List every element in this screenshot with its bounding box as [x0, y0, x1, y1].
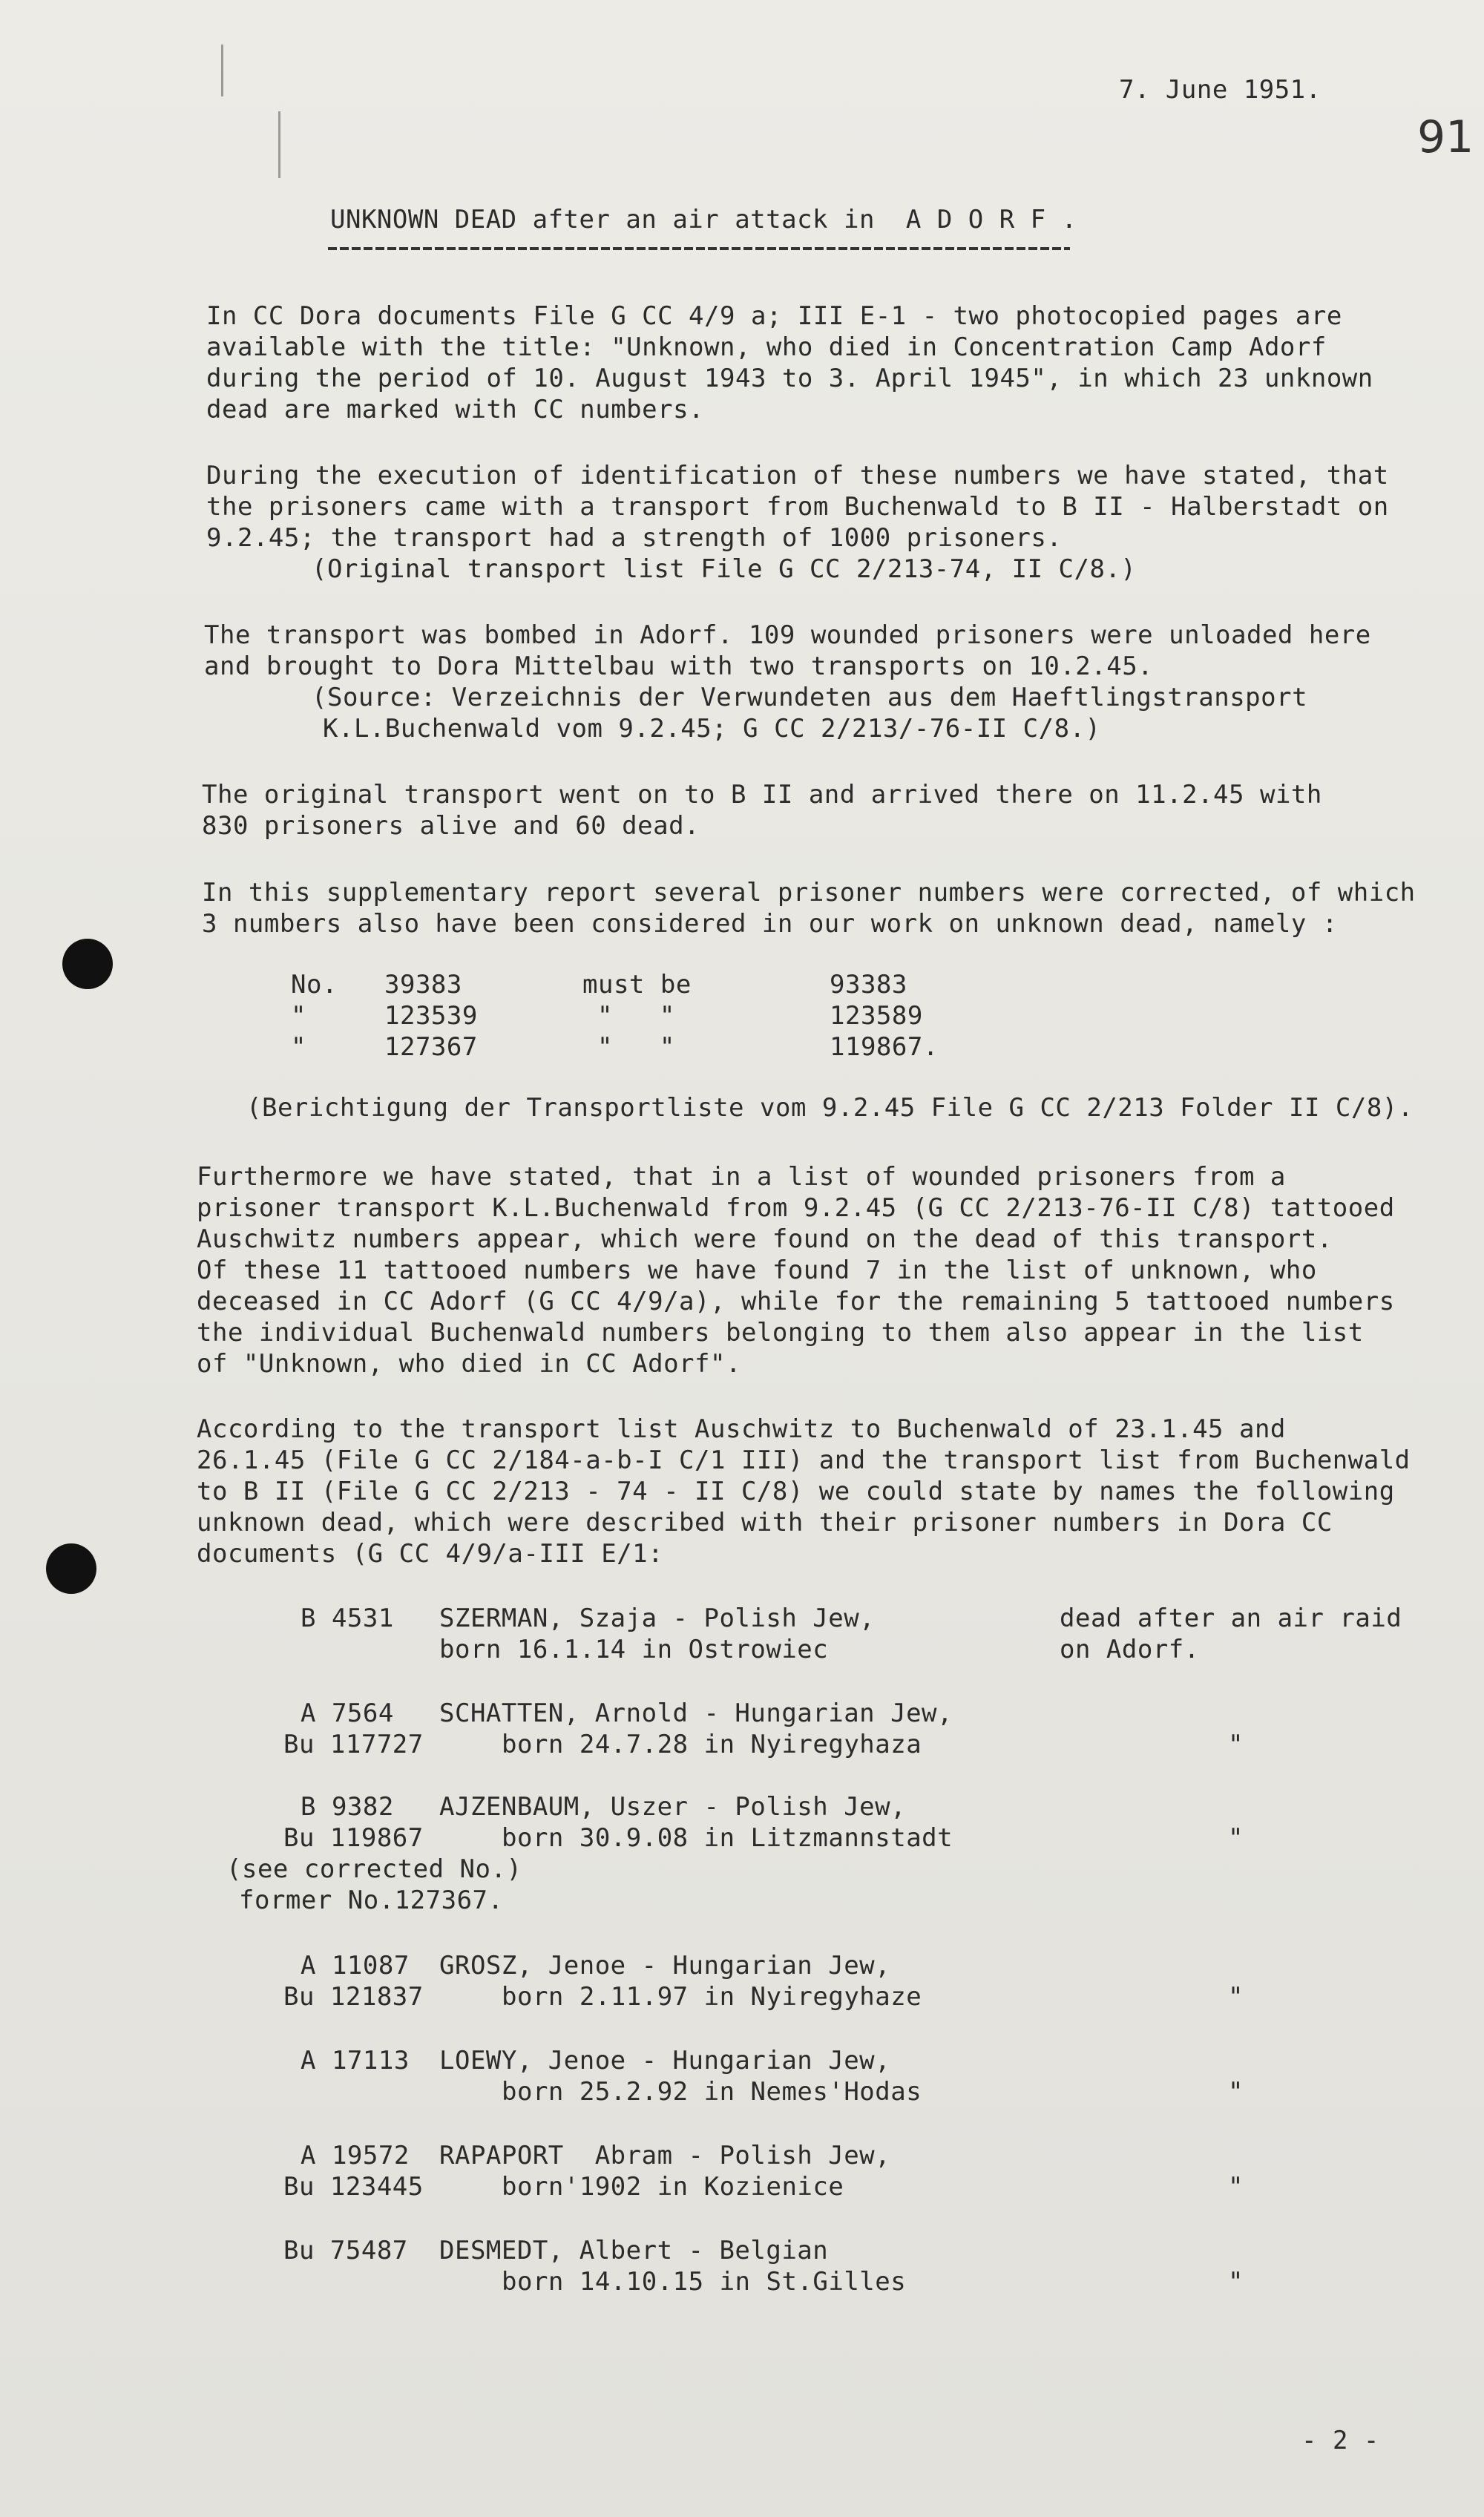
correction-from: 127367 — [384, 1032, 478, 1062]
entry-born: born 24.7.28 in Nyiregyhaza — [502, 1730, 922, 1759]
entry-status: dead after an air raid — [1060, 1604, 1402, 1633]
paragraph-line: dead are marked with CC numbers. — [206, 395, 705, 424]
entry-status: " — [1228, 2172, 1244, 2202]
entry-number-secondary: Bu 119867 — [283, 1823, 424, 1853]
binding-mark — [221, 45, 223, 96]
entry-name: GROSZ, Jenoe - Hungarian Jew, — [439, 1951, 891, 1981]
entry-name: AJZENBAUM, Uszer - Polish Jew, — [439, 1792, 907, 1822]
paragraph-line: the prisoners came with a transport from Buchenwald to B II - Halberstadt on — [206, 492, 1389, 522]
paragraph-line: In this supplementary report several prisoner numbers were corrected, of which — [202, 878, 1416, 908]
correction-must: must be — [582, 970, 692, 1000]
paragraph-line: to B II (File G CC 2/213 - 74 - II C/8) we could state by names the following — [197, 1477, 1395, 1506]
archive-page-number: 91 — [1417, 111, 1474, 163]
entry-number-secondary: Bu 123445 — [283, 2172, 424, 2202]
entry-number: B 4531 — [301, 1604, 394, 1633]
paragraph-line: 26.1.45 (File G CC 2/184-a-b-I C/1 III) and the transport list from Buchenwald — [197, 1445, 1411, 1475]
paragraph-line: During the execution of identification of these numbers we have stated, that — [206, 461, 1389, 490]
entry-note: former No.127367. — [239, 1886, 504, 1915]
correction-source-note: (Berichtigung der Transportliste vom 9.2.45 File G CC 2/213 Folder II C/8). — [246, 1093, 1414, 1123]
punch-hole-top — [62, 939, 113, 989]
entry-number-secondary: Bu 117727 — [283, 1730, 424, 1759]
entry-number: A 17113 — [301, 2046, 410, 2075]
entry-born: born 30.9.08 in Litzmannstadt — [502, 1823, 953, 1853]
entry-name: LOEWY, Jenoe - Hungarian Jew, — [439, 2046, 891, 2075]
paragraph-line: documents (G CC 4/9/a-III E/1: — [197, 1539, 664, 1569]
entry-number: B 9382 — [301, 1792, 394, 1822]
paragraph-line: Furthermore we have stated, that in a list of wounded prisoners from a — [197, 1162, 1286, 1192]
entry-number: A 19572 — [301, 2141, 410, 2170]
entry-born: born 2.11.97 in Nyiregyhaze — [502, 1982, 922, 2012]
entry-status: " — [1228, 2077, 1244, 2107]
paragraph-line: Of these 11 tattooed numbers we have found 7 in the list of unknown, who — [197, 1256, 1317, 1285]
paragraph-line: and brought to Dora Mittelbau with two transports on 10.2.45. — [204, 652, 1154, 681]
paragraph-line: prisoner transport K.L.Buchenwald from 9.2.45 (G CC 2/213-76-II C/8) tattooed — [197, 1193, 1395, 1223]
entry-number: A 7564 — [301, 1699, 394, 1728]
entry-born: born'1902 in Kozienice — [502, 2172, 844, 2202]
paragraph-line: 830 prisoners alive and 60 dead. — [202, 811, 700, 841]
paragraph-line: during the period of 10. August 1943 to 3. April 1945", in which 23 unknown — [206, 364, 1373, 393]
entry-name: DESMEDT, Albert - Belgian — [439, 2236, 829, 2265]
correction-from: 123539 — [384, 1001, 478, 1031]
correction-must: " " — [597, 1001, 675, 1031]
correction-prefix: No. — [291, 970, 338, 1000]
entry-status: on Adorf. — [1060, 1635, 1200, 1664]
entry-status: " — [1228, 1982, 1244, 2012]
paragraph-line: Auschwitz numbers appear, which were found on the dead of this transport. — [197, 1224, 1333, 1254]
correction-to: 123589 — [830, 1001, 923, 1031]
document-date: 7. June 1951. — [1119, 75, 1322, 105]
entry-name: SCHATTEN, Arnold - Hungarian Jew, — [439, 1699, 953, 1728]
entry-born: born 16.1.14 in Ostrowiec — [439, 1635, 829, 1664]
correction-to: 119867. — [830, 1032, 939, 1062]
paragraph-line: of "Unknown, who died in CC Adorf". — [197, 1349, 741, 1379]
correction-prefix: " — [291, 1032, 306, 1062]
paragraph-line: deceased in CC Adorf (G CC 4/9/a), while for the remaining 5 tattooed numbers — [197, 1287, 1395, 1316]
entry-status: " — [1228, 1730, 1244, 1759]
paragraph-line: K.L.Buchenwald vom 9.2.45; G CC 2/213/-76-II C/8.) — [323, 714, 1101, 744]
paragraph-line: available with the title: "Unknown, who died in Concentration Camp Adorf — [206, 332, 1327, 362]
paragraph-line: The transport was bombed in Adorf. 109 wounded prisoners were unloaded here — [204, 620, 1371, 650]
paragraph-line: unknown dead, which were described with their prisoner numbers in Dora CC — [197, 1508, 1333, 1538]
page-continuation-marker: - 2 - — [1301, 2426, 1379, 2455]
correction-from: 39383 — [384, 970, 462, 1000]
entry-born: born 14.10.15 in St.Gilles — [502, 2267, 907, 2297]
paragraph-line: (Source: Verzeichnis der Verwundeten aus dem Haeftlingstransport — [312, 683, 1308, 712]
entry-number-secondary: Bu 121837 — [283, 1982, 424, 2012]
punch-hole-bottom — [46, 1543, 96, 1594]
paragraph-line: In CC Dora documents File G CC 4/9 a; III E-1 - two photocopied pages are — [206, 301, 1342, 331]
binding-mark — [278, 111, 280, 178]
entry-name: SZERMAN, Szaja - Polish Jew, — [439, 1604, 876, 1633]
title-underline — [328, 247, 1070, 250]
paragraph-line: According to the transport list Auschwitz to Buchenwald of 23.1.45 and — [197, 1414, 1286, 1444]
entry-number: A 11087 — [301, 1951, 410, 1981]
paragraph-line: (Original transport list File G CC 2/213-74, II C/8.) — [312, 554, 1137, 584]
entry-name: RAPAPORT Abram - Polish Jew, — [439, 2141, 891, 2170]
correction-prefix: " — [291, 1001, 306, 1031]
entry-status: " — [1228, 1823, 1244, 1853]
correction-must: " " — [597, 1032, 675, 1062]
paragraph-line: the individual Buchenwald numbers belonging to them also appear in the list — [197, 1318, 1364, 1348]
paragraph-line: 3 numbers also have been considered in our work on unknown dead, namely : — [202, 909, 1338, 939]
correction-to: 93383 — [830, 970, 907, 1000]
document-title: UNKNOWN DEAD after an air attack in A D O R F . — [330, 205, 1077, 234]
paragraph-line: The original transport went on to B II and arrived there on 11.2.45 with — [202, 780, 1322, 810]
entry-number: Bu 75487 — [283, 2236, 408, 2265]
paragraph-line: 9.2.45; the transport had a strength of 1000 prisoners. — [206, 523, 1063, 553]
entry-status: " — [1228, 2267, 1244, 2297]
entry-note: (see corrected No.) — [226, 1854, 522, 1884]
entry-born: born 25.2.92 in Nemes'Hodas — [502, 2077, 922, 2107]
